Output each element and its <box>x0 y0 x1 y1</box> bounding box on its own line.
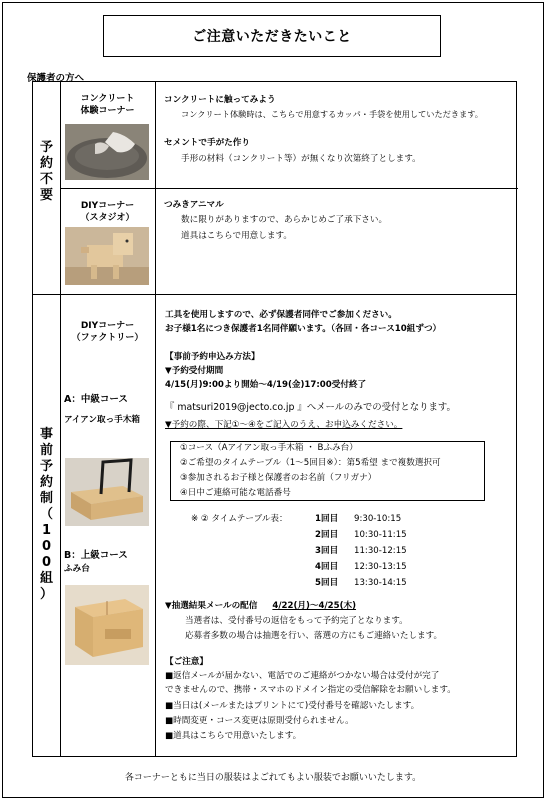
wood-box-photo <box>65 458 149 526</box>
animal-title: つみきアニマル <box>164 200 224 210</box>
reservation-label: 事 前 予 約 制 （ 1 0 0 組 ） <box>39 427 53 602</box>
animal-text-1: 数に限りがありますので、あらかじめご了承下さい。 <box>181 215 388 225</box>
footer-note: 各コーナーともに当日の服装はよごれてもよい服装でお願いいたします。 <box>124 773 422 783</box>
apply-header: 【事前予約申込み方法】 <box>165 352 260 362</box>
notice-table <box>32 81 517 757</box>
intro-2: お子様1名につき保護者1名同伴願います。（各回・各コース10組ずつ） <box>165 324 442 334</box>
notice-1a: ■返信メールが届かない、電話でのご連絡がつかない場合は受付が完了 <box>165 671 440 681</box>
timetable-round: 2回目 <box>315 530 339 540</box>
page-title: ご注意いただきたいこと <box>103 15 441 57</box>
fill-instruction: ▼予約の際、下記①～④をご記入のうえ、お申込みください。 <box>165 420 403 430</box>
result-dates: 4/22(月)～4/25(木) <box>272 601 357 611</box>
required-item-1: ①コース（Aアイアン取っ手木箱 ・ Bふみ台） <box>180 443 358 453</box>
column-divider <box>60 82 61 756</box>
timetable-time: 11:30-12:15 <box>354 546 407 556</box>
timetable-round: 5回目 <box>315 578 339 588</box>
diy-studio-label: DIYコーナー （スタジオ） <box>80 201 135 223</box>
diy-factory-label: DIYコーナー （ファクトリー） <box>71 321 144 343</box>
handprint-text: 手形の材料（コンクリート等）が無くなり次第終了とします。 <box>181 154 421 164</box>
required-items-box <box>170 441 485 501</box>
notice-header: 【ご注意】 <box>165 657 208 667</box>
concrete-touch-title: コンクリートに触ってみよう <box>164 95 276 105</box>
column-divider <box>155 82 156 756</box>
row-divider <box>60 188 518 189</box>
course-b-name: ふみ台 <box>64 564 90 574</box>
timetable-time: 10:30-11:15 <box>354 530 407 540</box>
required-item-2: ②ご希望のタイムテーブル（1～5回目※）：第5希望 まで複数選択可 <box>180 458 441 468</box>
timetable-time: 13:30-14:15 <box>354 578 407 588</box>
concrete-corner-label: コンクリート 体験コーナー <box>80 94 135 116</box>
handprint-title: セメントで手がた作り <box>164 138 250 148</box>
required-item-3: ③参加されるお子様と保護者のお名前（フリガナ） <box>180 473 377 483</box>
guardian-label: 保護者の方へ <box>27 73 85 84</box>
course-b-title: B：上級コース <box>64 550 128 561</box>
period-text: 4/15(月)9:00より開始～4/19(金)17:00受付終了 <box>165 380 367 390</box>
intro-1: 工具を使用しますので、必ず保護者同伴でご参加ください。 <box>165 310 397 320</box>
timetable-time: 12:30-13:15 <box>354 562 407 572</box>
required-item-4: ④日中ご連絡可能な電話番号 <box>180 488 291 498</box>
step-stool-photo <box>65 585 149 665</box>
no-reservation-label: 予 約 不 要 <box>39 140 53 203</box>
concrete-photo <box>65 124 149 180</box>
animal-text-2: 道具はこちらで用意します。 <box>181 231 292 241</box>
notice-3: ■時間変更・コース変更は原則受付られません。 <box>165 716 354 726</box>
timetable-round: 4回目 <box>315 562 339 572</box>
wood-animal-photo <box>65 227 149 285</box>
notice-2: ■当日は(メールまたはプリントにて)受付番号を確認いたします。 <box>165 701 420 711</box>
section-divider <box>33 294 516 295</box>
result-text-1: 当選者は、受付番号の返信をもって予約完了となります。 <box>185 616 408 626</box>
notice-1b: できませんので、携帯・スマホのドメイン指定の受信解除をお願いします。 <box>165 685 456 695</box>
notice-4: ■道具はこちらで用意いたします。 <box>165 731 302 741</box>
course-a-name: アイアン取っ手木箱 <box>64 415 140 425</box>
timetable-time: 9:30-10:15 <box>354 514 402 524</box>
email-text: 『 matsuri2019@jecto.co.jp 』へメールのみでの受付となります。 <box>165 402 456 413</box>
timetable-label: ※ ② タイムテーブル表： <box>191 514 288 524</box>
result-header: ▼抽選結果メールの配信 4/22(月)～4/25(木) <box>165 601 357 611</box>
timetable-round: 1回目 <box>315 514 339 524</box>
timetable-round: 3回目 <box>315 546 339 556</box>
concrete-touch-text: コンクリート体験時は、こちらで用意するカッパ・手袋を使用していただきます。 <box>181 109 483 119</box>
result-text-2: 応募者多数の場合は抽選を行い、落選の方にもご連絡いたします。 <box>185 631 443 641</box>
period-header: ▼予約受付期間 <box>165 366 224 376</box>
course-a-title: A：中級コース <box>64 394 128 405</box>
